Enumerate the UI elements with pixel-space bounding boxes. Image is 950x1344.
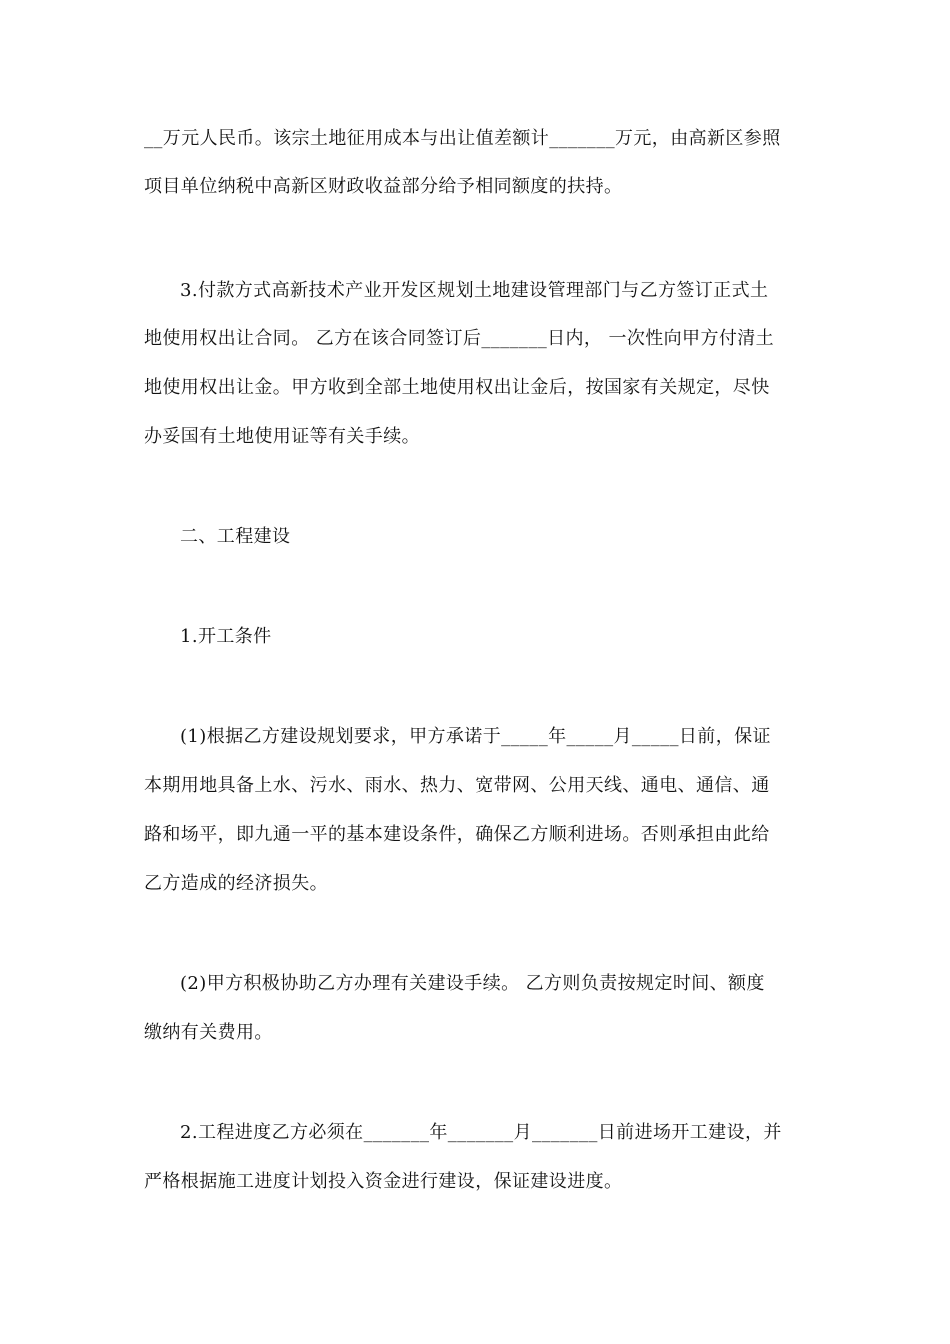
paragraph-line: 项目单位纳税中高新区财政收益部分给予相同额度的扶持。 [144,176,623,197]
paragraph-line: (1)根据乙方建设规划要求，甲方承诺于_____年_____月_____日前，保证 [180,726,771,747]
paragraph-line: 3.付款方式高新技术产业开发区规划土地建设管理部门与乙方签订正式土 [180,280,769,301]
paragraph-line: 地使用权出让金。甲方收到全部土地使用权出让金后，按国家有关规定，尽快 [144,377,770,398]
paragraph-line: 地使用权出让合同。 乙方在该合同签订后_______日内， 一次性向甲方付清土 [144,328,775,349]
paragraph-line: 本期用地具备上水、污水、雨水、热力、宽带网、公用天线、通电、通信、通 [144,775,770,796]
paragraph-line: 严格根据施工进度计划投入资金进行建设，保证建设进度。 [144,1171,623,1192]
paragraph-line: __万元人民币。该宗土地征用成本与出让值差额计_______万元，由高新区参照 [144,128,781,149]
paragraph-line: 办妥国有土地使用证等有关手续。 [144,426,420,447]
paragraph-line: 乙方造成的经济损失。 [144,873,328,894]
paragraph-line: 2.工程进度乙方必须在_______年_______月_______日前进场开工建设，并 [180,1122,782,1143]
paragraph-line: (2)甲方积极协助乙方办理有关建设手续。 乙方则负责按规定时间、额度 [180,973,765,994]
paragraph-line: 路和场平，即九通一平的基本建设条件，确保乙方顺利进场。否则承担由此给 [144,824,770,845]
paragraph-line: 缴纳有关费用。 [144,1022,273,1043]
section-heading: 二、工程建设 [180,526,291,547]
subsection-heading: 1.开工条件 [180,626,272,647]
